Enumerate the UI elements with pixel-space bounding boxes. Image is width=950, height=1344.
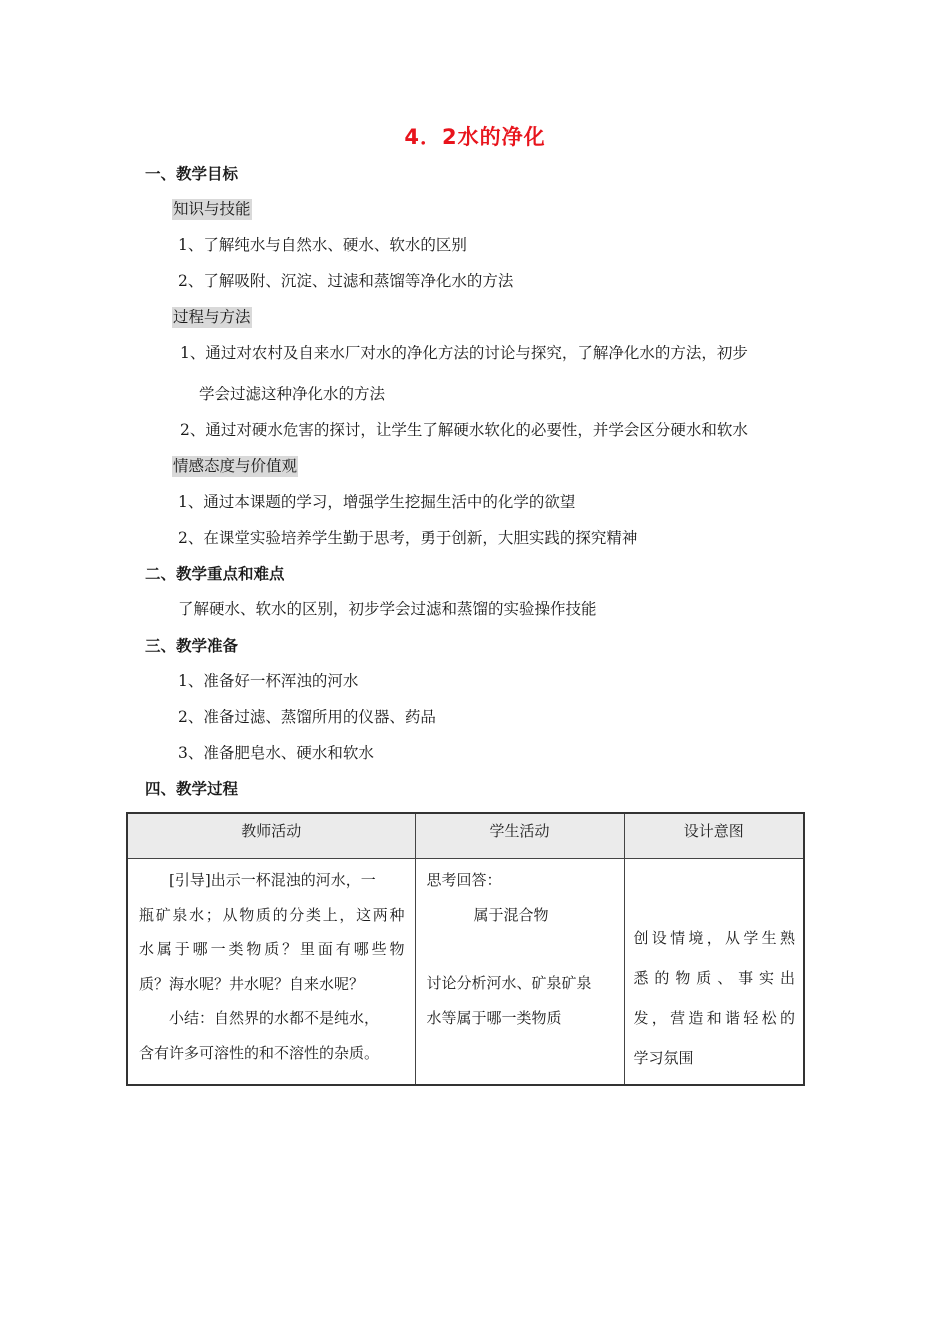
student-line: 水等属于哪一类物质 <box>426 1008 562 1027</box>
design-line: 创设情境，从学生熟 <box>633 929 795 947</box>
heading-objectives: 一、教学目标 <box>145 165 239 183</box>
teacher-line: 瓶矿泉水；从物质的分类上，这两种 <box>139 905 405 924</box>
student-answer: 属于混合物 <box>473 905 549 924</box>
preparation-item: 2、准备过滤、蒸馏所用的仪器、药品 <box>178 708 436 726</box>
teacher-activity-cell <box>127 859 415 1086</box>
header-design-intent: 设计意图 <box>624 813 804 859</box>
key-points-text: 了解硬水、软水的区别，初步学会过滤和蒸馏的实验操作技能 <box>178 600 597 618</box>
objective-item-continuation: 学会过滤这种净化水的方法 <box>199 385 386 403</box>
table-header-row <box>127 813 804 859</box>
student-line: 讨论分析河水、矿泉矿泉 <box>426 974 592 992</box>
teacher-summary-line: 含有许多可溶性的和不溶性的杂质。 <box>139 1043 380 1062</box>
table-row <box>127 859 804 1086</box>
preparation-item: 3、准备肥皂水、硬水和软水 <box>178 744 374 762</box>
student-line: 思考回答： <box>426 871 502 889</box>
teacher-line: [引导]出示一杯混浊的河水，一 <box>169 871 376 889</box>
preparation-item: 1、准备好一杯浑浊的河水 <box>178 672 359 690</box>
heading-key-points: 二、教学重点和难点 <box>145 565 285 583</box>
objective-item: 2、通过对硬水危害的探讨，让学生了解硬水软化的必要性，并学会区分硬水和软水 <box>180 421 748 439</box>
subheading-knowledge-skills: 知识与技能 <box>173 200 251 218</box>
document-title: 4．2水的净化 <box>404 125 546 149</box>
objective-item: 1、通过对农村及自来水厂对水的净化方法的讨论与探究，了解净化水的方法，初步 <box>180 344 748 362</box>
objective-item: 1、了解纯水与自然水、硬水、软水的区别 <box>178 236 467 254</box>
objective-item: 1、通过本课题的学习，增强学生挖掘生活中的化学的欲望 <box>178 493 576 511</box>
design-intent-cell <box>624 859 804 1086</box>
subheading-attitudes-values: 情感态度与价值观 <box>173 457 298 475</box>
design-line: 悉的物质、事实出 <box>633 969 795 987</box>
teacher-line: 质？海水呢？井水呢？自来水呢？ <box>139 974 365 993</box>
heading-teaching-process: 四、教学过程 <box>145 780 239 798</box>
teacher-line: 水属于哪一类物质？里面有哪些物 <box>139 940 405 958</box>
objective-item: 2、在课堂实验培养学生勤于思考，勇于创新，大胆实践的探究精神 <box>178 529 638 547</box>
student-activity-cell <box>415 859 624 1086</box>
teaching-process-table <box>126 812 805 1086</box>
design-line: 发，营造和谐轻松的 <box>633 1009 795 1027</box>
design-line: 学习氛围 <box>633 1049 694 1067</box>
subheading-process-methods: 过程与方法 <box>173 308 251 326</box>
heading-preparation: 三、教学准备 <box>145 637 239 655</box>
header-teacher-activity: 教师活动 <box>127 813 415 859</box>
header-student-activity: 学生活动 <box>415 813 624 859</box>
objective-item: 2、了解吸附、沉淀、过滤和蒸馏等净化水的方法 <box>178 272 514 290</box>
teacher-summary-line: 小结：自然界的水都不是纯水， <box>169 1009 380 1027</box>
